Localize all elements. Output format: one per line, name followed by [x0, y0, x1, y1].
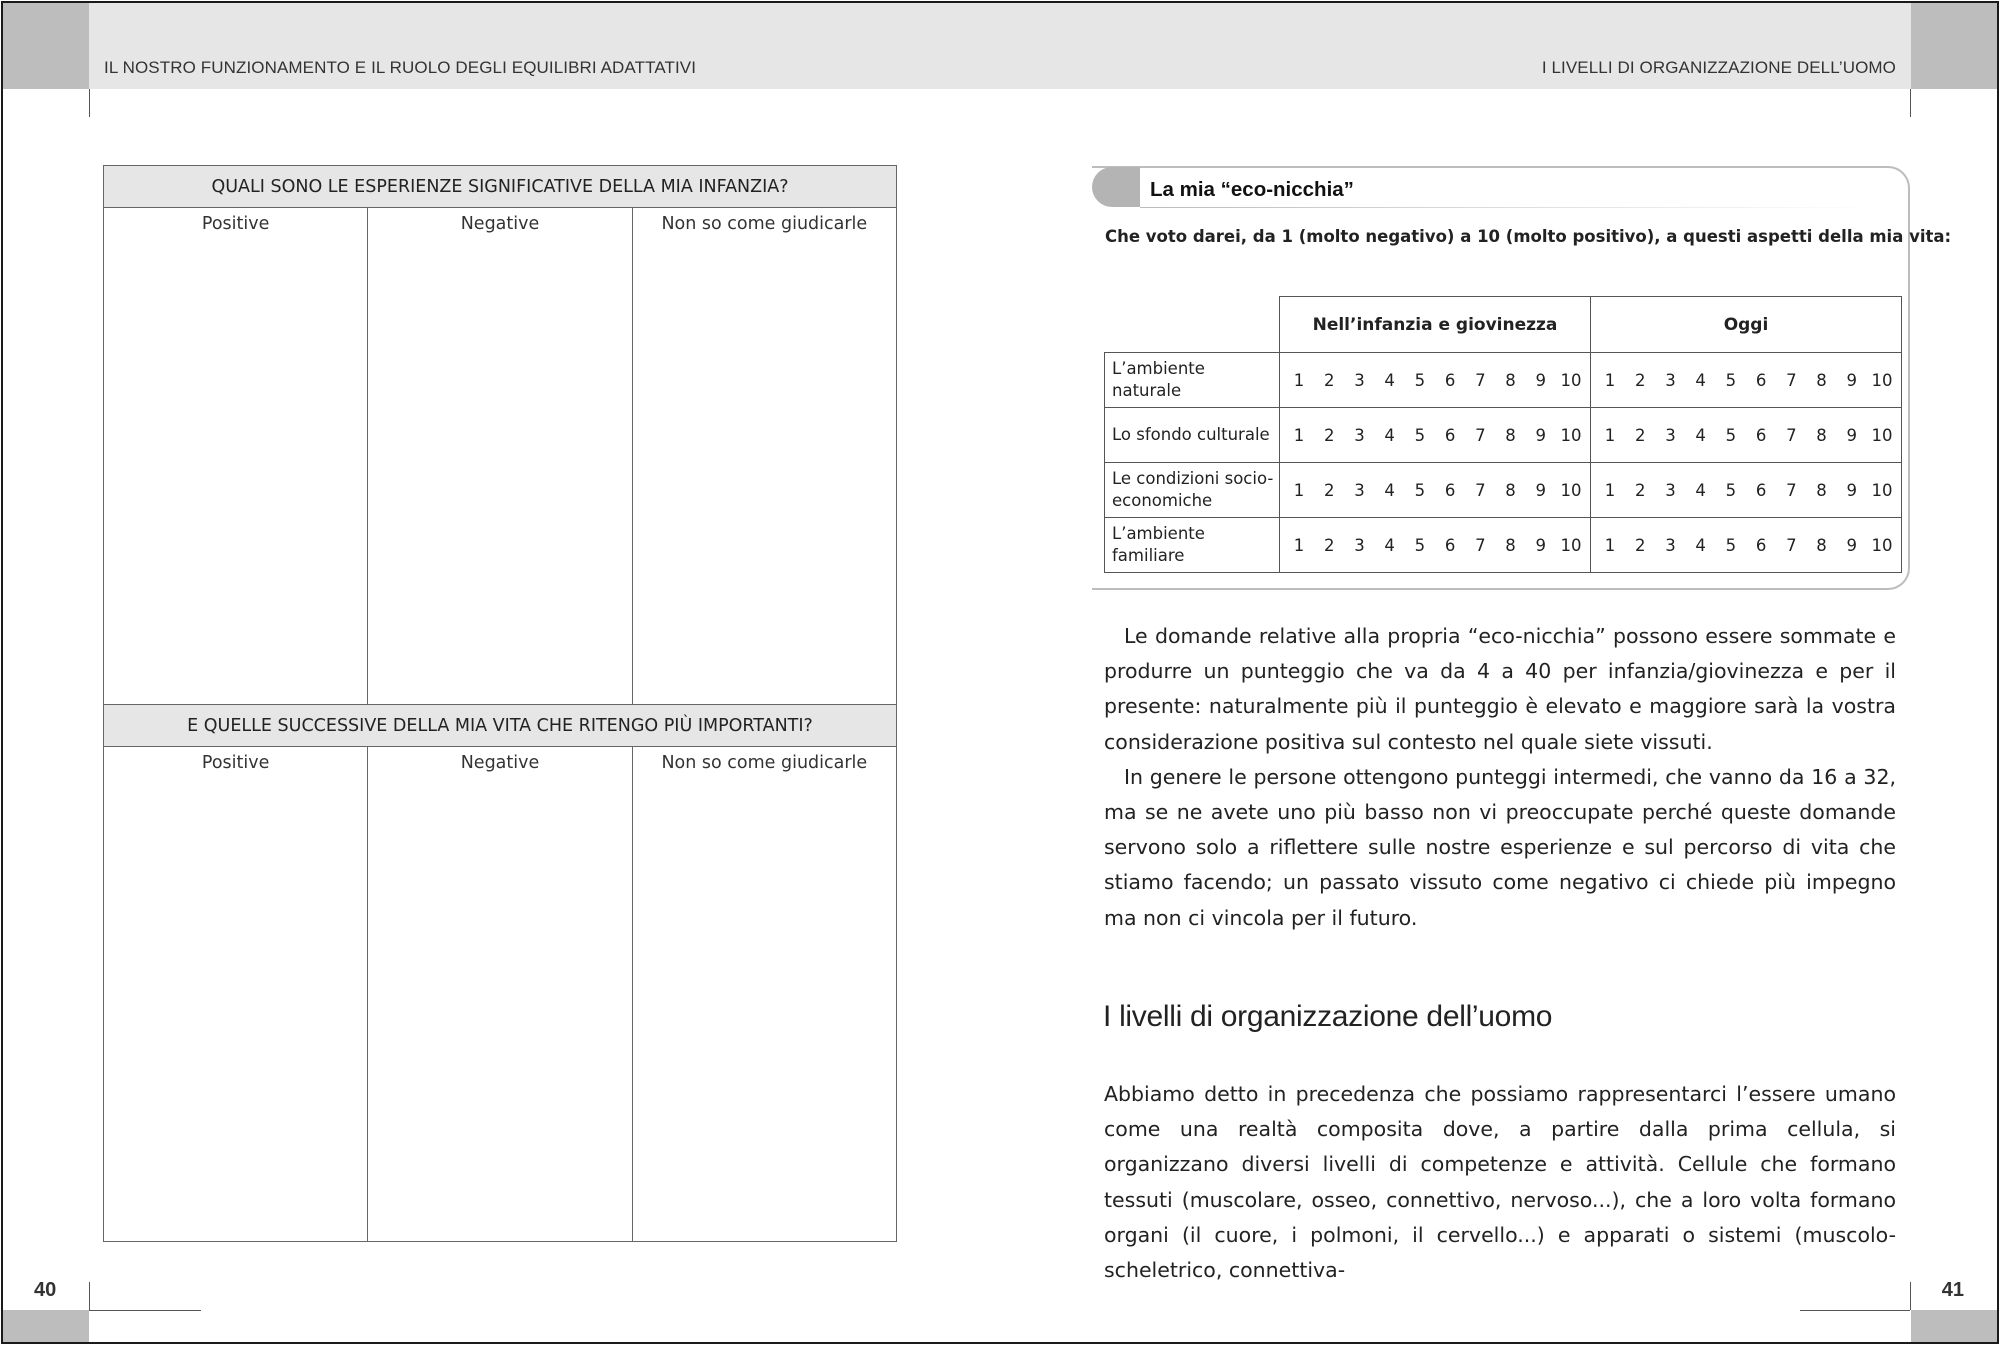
paragraph: Le domande relative alla propria “eco-nicchia” possono essere sommate e produrre un punteggio che va da 4 a 40 per infanzia/giovinezza e per il presente: naturalmente più il punteggio è elevato e maggiore sarà la vostra considerazione positiva sul contesto nel quale siete vissuti.: [1104, 624, 1896, 754]
score-option[interactable]: 9: [1535, 425, 1546, 445]
later-experiences-worksheet: [103, 704, 897, 1242]
score-option[interactable]: 10: [1560, 535, 1582, 555]
worksheet-title: E QUELLE SUCCESSIVE DELLA MIA VITA CHE RITENGO PIÙ IMPORTANTI?: [104, 705, 896, 747]
negative-column[interactable]: [368, 747, 632, 1241]
page-number-right: 41: [1941, 1279, 1964, 1301]
score-option[interactable]: 5: [1414, 370, 1426, 390]
corner-block-top-right: [1911, 3, 1997, 89]
section-heading: I livelli di organizzazione dell’uomo: [1103, 1000, 1553, 1033]
score-option[interactable]: 10: [1871, 535, 1893, 555]
scale-childhood: [1280, 408, 1591, 463]
score-option[interactable]: 4: [1384, 425, 1395, 445]
crop-mark: [1910, 89, 1911, 117]
corner-block-bottom-left: [3, 1310, 89, 1342]
score-option[interactable]: 10: [1871, 370, 1893, 390]
score-table: [1104, 296, 1902, 573]
undecided-column[interactable]: [633, 208, 896, 704]
score-option[interactable]: 8: [1505, 425, 1516, 445]
score-option[interactable]: 1: [1604, 370, 1616, 390]
score-option[interactable]: 6: [1755, 425, 1767, 445]
score-option[interactable]: 10: [1871, 425, 1893, 445]
score-option[interactable]: 6: [1444, 480, 1456, 500]
score-option[interactable]: 3: [1665, 370, 1676, 390]
crop-mark: [89, 1282, 90, 1310]
section-text: [1104, 1077, 1896, 1288]
score-option[interactable]: 7: [1475, 535, 1486, 555]
paragraph: Abbiamo detto in precedenza che possiamo rappresentarci l’essere umano come una realtà composita dove, a partire dalla prima cellula, si organizzano diversi livelli di competenze e attività. Cellule che formano tessuti (muscolare, osseo, connettivo, nervoso...), che a loro volta formano organi (il cuore, i polmoni, il cervello...) e apparati o sistemi (muscolo-scheletrico, connettiva-: [1104, 1082, 1896, 1283]
score-option[interactable]: 4: [1695, 425, 1706, 445]
score-option[interactable]: 8: [1816, 425, 1827, 445]
page-number-left: 40: [34, 1279, 57, 1301]
score-option[interactable]: 7: [1475, 370, 1486, 390]
positive-column[interactable]: [104, 747, 368, 1241]
column-label: Positive: [201, 214, 270, 234]
column-label: Negative: [460, 214, 540, 234]
score-option[interactable]: 7: [1475, 480, 1486, 500]
score-option[interactable]: 9: [1535, 480, 1546, 500]
score-option[interactable]: 8: [1505, 480, 1516, 500]
score-option[interactable]: 9: [1535, 370, 1546, 390]
score-option[interactable]: 8: [1816, 535, 1827, 555]
row-label: Lo sfondo culturale: [1105, 408, 1280, 463]
score-option[interactable]: 1: [1293, 480, 1305, 500]
score-option[interactable]: 8: [1816, 370, 1827, 390]
score-option[interactable]: 5: [1414, 480, 1426, 500]
score-option[interactable]: 2: [1323, 480, 1335, 500]
score-option[interactable]: 9: [1535, 535, 1546, 555]
score-option[interactable]: 9: [1846, 480, 1857, 500]
score-option[interactable]: 10: [1560, 425, 1582, 445]
score-option[interactable]: 3: [1665, 425, 1676, 445]
score-option[interactable]: 5: [1414, 535, 1426, 555]
column-label: Non so come giudicarle: [661, 214, 868, 234]
negative-column[interactable]: [368, 208, 632, 704]
score-option[interactable]: 8: [1816, 480, 1827, 500]
score-option[interactable]: 7: [1786, 370, 1797, 390]
score-option[interactable]: 6: [1755, 480, 1767, 500]
scale-today: [1591, 353, 1902, 408]
score-option[interactable]: 8: [1505, 370, 1516, 390]
score-option[interactable]: 10: [1871, 480, 1893, 500]
row-label: L’ambiente naturale: [1105, 353, 1280, 408]
scale-childhood: [1280, 518, 1591, 573]
score-option[interactable]: 5: [1414, 425, 1426, 445]
header-childhood: Nell’infanzia e giovinezza: [1280, 297, 1591, 353]
score-option[interactable]: 10: [1560, 480, 1582, 500]
scale-childhood: [1280, 463, 1591, 518]
table-row: [1105, 518, 1902, 573]
crop-mark: [1910, 1282, 1911, 1310]
score-option[interactable]: 7: [1786, 535, 1797, 555]
box-title: La mia “eco-nicchia”: [1150, 178, 1354, 201]
score-option[interactable]: 3: [1354, 370, 1365, 390]
scale-today: [1591, 518, 1902, 573]
scale-today: [1591, 463, 1902, 518]
score-option[interactable]: 9: [1846, 535, 1857, 555]
score-option[interactable]: 1: [1293, 535, 1305, 555]
column-label: Positive: [201, 753, 270, 773]
score-option[interactable]: 7: [1786, 425, 1797, 445]
score-option[interactable]: 1: [1604, 480, 1616, 500]
worksheet-title: QUALI SONO LE ESPERIENZE SIGNIFICATIVE DELLA MIA INFANZIA?: [104, 166, 896, 208]
score-option[interactable]: 3: [1354, 425, 1365, 445]
score-option[interactable]: 6: [1755, 535, 1767, 555]
score-option[interactable]: 4: [1695, 480, 1706, 500]
score-option[interactable]: 4: [1695, 370, 1706, 390]
score-option[interactable]: 6: [1444, 425, 1456, 445]
score-option[interactable]: 4: [1384, 480, 1395, 500]
score-option[interactable]: 8: [1505, 535, 1516, 555]
score-option[interactable]: 2: [1634, 535, 1646, 555]
score-option[interactable]: 5: [1725, 535, 1737, 555]
positive-column[interactable]: [104, 208, 368, 704]
score-option[interactable]: 2: [1323, 370, 1335, 390]
score-option[interactable]: 2: [1634, 480, 1646, 500]
table-row: [1105, 463, 1902, 518]
row-label: L’ambiente familiare: [1105, 518, 1280, 573]
box-tab: [1092, 167, 1140, 207]
running-head-left: IL NOSTRO FUNZIONAMENTO E IL RUOLO DEGLI EQUILIBRI ADATTATIVI: [104, 58, 697, 77]
eco-nicchia-explanation: [1104, 619, 1896, 936]
score-option[interactable]: 10: [1560, 370, 1582, 390]
score-option[interactable]: 3: [1665, 480, 1676, 500]
score-option[interactable]: 6: [1755, 370, 1767, 390]
score-option[interactable]: 3: [1665, 535, 1676, 555]
score-option[interactable]: 5: [1725, 370, 1737, 390]
scale-today: [1591, 408, 1902, 463]
score-option[interactable]: 5: [1725, 480, 1737, 500]
crop-mark: [89, 1310, 201, 1311]
score-option[interactable]: 7: [1786, 480, 1797, 500]
table-row: [1105, 408, 1902, 463]
table-row: [1105, 353, 1902, 408]
scale-childhood: [1280, 353, 1591, 408]
column-label: Negative: [460, 753, 540, 773]
score-option[interactable]: 3: [1354, 535, 1365, 555]
box-question: Che voto darei, da 1 (molto negativo) a 10 (molto positivo), a questi aspetti della mia vita:: [1105, 227, 1952, 246]
corner-block-top-left: [3, 3, 89, 89]
score-option[interactable]: 4: [1384, 370, 1395, 390]
score-option[interactable]: 3: [1354, 480, 1365, 500]
row-label: Le condizioni socio-economiche: [1105, 463, 1280, 518]
paragraph: In genere le persone ottengono punteggi intermedi, che vanno da 16 a 32, ma se ne avete uno più basso non vi preoccupate perché queste domande servono solo a riflettere sulle nostre esperienze e sul percorso di vita che stiamo facendo; un passato vissuto come negativo ci chiede più impegno ma non ci vincola per il futuro.: [1104, 764, 1896, 930]
corner-block-bottom-right: [1911, 1310, 1997, 1342]
table-corner: [1105, 297, 1280, 353]
score-option[interactable]: 1: [1604, 535, 1616, 555]
score-option[interactable]: 6: [1444, 370, 1456, 390]
score-option[interactable]: 2: [1323, 535, 1335, 555]
score-option[interactable]: 4: [1695, 535, 1706, 555]
score-option[interactable]: 4: [1384, 535, 1395, 555]
score-option[interactable]: 1: [1604, 425, 1616, 445]
score-option[interactable]: 2: [1634, 370, 1646, 390]
score-option[interactable]: 9: [1846, 425, 1857, 445]
score-option[interactable]: 6: [1444, 535, 1456, 555]
score-option[interactable]: 7: [1475, 425, 1486, 445]
crop-mark: [1800, 1310, 1910, 1311]
score-option[interactable]: 5: [1725, 425, 1737, 445]
score-option[interactable]: 1: [1293, 370, 1305, 390]
score-option[interactable]: 1: [1293, 425, 1305, 445]
crop-mark: [89, 89, 90, 117]
childhood-experiences-worksheet: [103, 165, 897, 705]
score-option[interactable]: 2: [1323, 425, 1335, 445]
title-underline: [1140, 207, 1876, 208]
header-today: Oggi: [1591, 297, 1902, 353]
running-head-right: I LIVELLI DI ORGANIZZAZIONE DELL’UOMO: [1541, 58, 1896, 77]
score-option[interactable]: 9: [1846, 370, 1857, 390]
score-option[interactable]: 2: [1634, 425, 1646, 445]
column-label: Non so come giudicarle: [661, 753, 868, 773]
undecided-column[interactable]: [633, 747, 896, 1241]
